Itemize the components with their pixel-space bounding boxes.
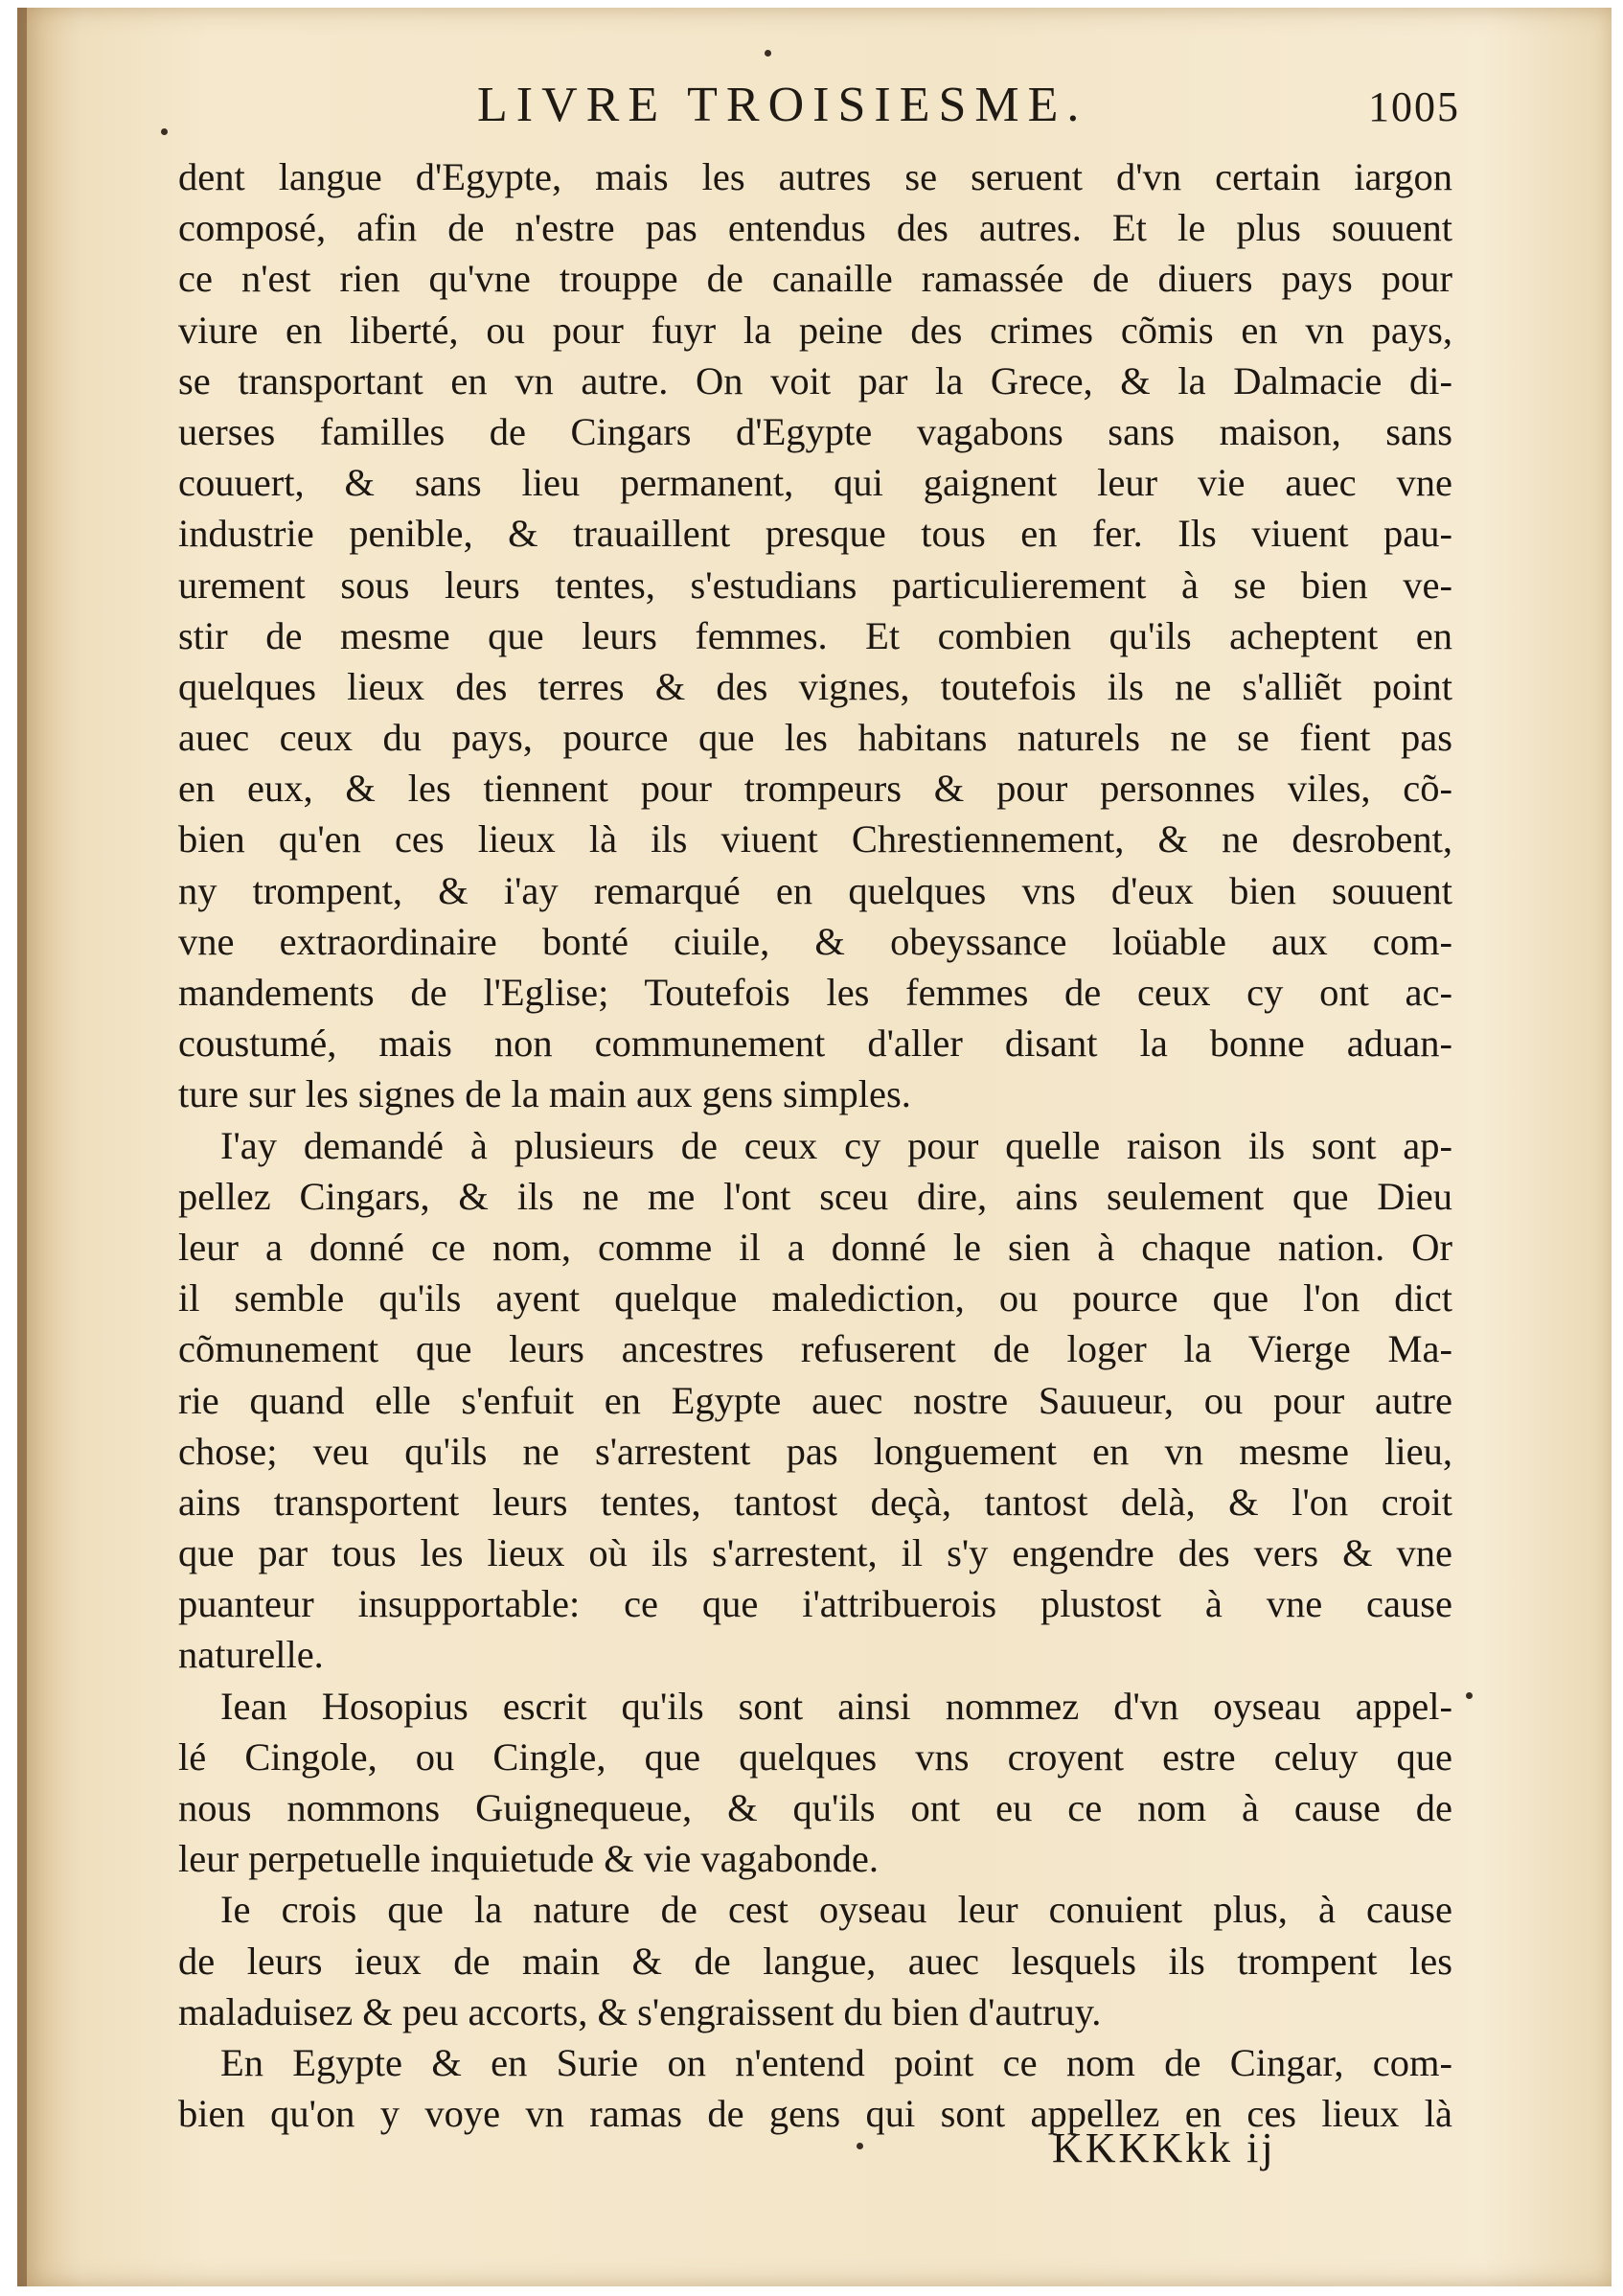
- text-line: uerses familles de Cingars d'Egypte vagabons sans maison, sans: [178, 409, 1452, 453]
- text-line: bien qu'en ces lieux là ils viuent Chrestiennement, & ne desrobent,: [178, 817, 1452, 861]
- text-line: cõmunement que leurs ancestres refuserent de loger la Vierge Ma-: [178, 1327, 1452, 1371]
- running-head: LIVRE TROISIESME.: [477, 78, 1088, 132]
- text-line: viure en liberté, ou pour fuyr la peine des crimes cõmis en vn pays,: [178, 308, 1452, 352]
- paragraph-start: I'ay demandé à plusieurs de ceux cy pour quelle raison ils sont ap-: [220, 1123, 1452, 1167]
- signature-mark: KKKKkk ij: [1052, 2124, 1276, 2171]
- text-line: urement sous leurs tentes, s'estudians particulierement à se bien ve-: [178, 563, 1452, 607]
- text-line: industrie penible, & trauaillent presque tous en fer. Ils viuent pau-: [178, 512, 1452, 556]
- body-text: [178, 151, 1452, 2139]
- paragraph-start: Iean Hosopius escrit qu'ils sont ainsi nommez d'vn oyseau appel-: [220, 1684, 1452, 1728]
- binding-edge: [17, 8, 27, 2286]
- text-line: vne extraordinaire bonté ciuile, & obeyssance loüable aux com-: [178, 919, 1452, 963]
- text-line: se transportant en vn autre. On voit par la Grece, & la Dalmacie di-: [178, 358, 1452, 402]
- stray-ink-dot: [857, 2143, 863, 2149]
- paragraph-start: En Egypte & en Surie on n'entend point ce nom de Cingar, com-: [220, 2040, 1452, 2084]
- text-line: leur perpetuelle inquietude & vie vagabonde.: [178, 1837, 879, 1881]
- text-line: coustumé, mais non communement d'aller disant la bonne aduan-: [178, 1022, 1452, 1066]
- text-line: stir de mesme que leurs femmes. Et combien qu'ils acheptent en: [178, 613, 1452, 657]
- text-line: de leurs ieux de main & de langue, auec lesquels ils trompent les: [178, 1939, 1452, 1983]
- text-line: que par tous les lieux où ils s'arrestent, il s'y engendre des vers & vne: [178, 1531, 1452, 1575]
- text-line: en eux, & les tiennent pour trompeurs & pour personnes viles, cõ-: [178, 767, 1452, 811]
- text-line: couuert, & sans lieu permanent, qui gaignent leur vie auec vne: [178, 461, 1452, 505]
- book-page: [17, 8, 1612, 2286]
- text-line: ture sur les signes de la main aux gens simples.: [178, 1072, 911, 1116]
- text-line: rie quand elle s'enfuit en Egypte auec nostre Sauueur, ou pour autre: [178, 1378, 1452, 1422]
- text-line: nous nommons Guignequeue, & qu'ils ont eu ce nom à cause de: [178, 1786, 1452, 1829]
- text-line: composé, afin de n'estre pas entendus des autres. Et le plus souuent: [178, 206, 1452, 250]
- text-line: chose; veu qu'ils ne s'arrestent pas longuement en vn mesme lieu,: [178, 1429, 1452, 1473]
- text-line: ce n'est rien qu'vne trouppe de canaille ramassée de diuers pays pour: [178, 257, 1452, 301]
- stray-ink-dot: [161, 128, 168, 135]
- text-line: ains transportent leurs tentes, tantost deçà, tantost delà, & l'on croit: [178, 1480, 1452, 1524]
- text-line: quelques lieux des terres & des vignes, toutefois ils ne s'alliẽt point: [178, 664, 1452, 708]
- text-line: leur a donné ce nom, comme il a donné le sien à chaque nation. Or: [178, 1225, 1452, 1269]
- text-line: dent langue d'Egypte, mais les autres se seruent d'vn certain iargon: [178, 155, 1452, 198]
- text-line: bien qu'on y voye vn ramas de gens qui sont appellez en ces lieux là: [178, 2092, 1452, 2136]
- stray-ink-dot: [1466, 1692, 1473, 1699]
- text-line: naturelle.: [178, 1633, 324, 1677]
- text-line: puanteur insupportable: ce que i'attribuerois plustost à vne cause: [178, 1582, 1452, 1626]
- page-header: [171, 77, 1460, 144]
- text-line: mandements de l'Eglise; Toutefois les femmes de ceux cy ont ac-: [178, 971, 1452, 1014]
- page-number: 1005: [1368, 83, 1460, 130]
- text-line: ny trompent, & i'ay remarqué en quelques vns d'eux bien souuent: [178, 868, 1452, 912]
- text-line: lé Cingole, ou Cingle, que quelques vns croyent estre celuy que: [178, 1734, 1452, 1779]
- stray-ink-dot: [765, 50, 771, 57]
- text-line: il semble qu'ils ayent quelque malediction, ou pource que l'on dict: [178, 1276, 1452, 1320]
- text-line: auec ceux du pays, pource que les habitans naturels ne se fient pas: [178, 716, 1452, 760]
- text-line: pellez Cingars, & ils ne me l'ont sceu dire, ains seulement que Dieu: [178, 1174, 1452, 1218]
- paragraph-start: Ie crois que la nature de cest oyseau leur conuient plus, à cause: [220, 1888, 1452, 1932]
- text-line: maladuisez & peu accorts, & s'engraissent du bien d'autruy.: [178, 1989, 1102, 2033]
